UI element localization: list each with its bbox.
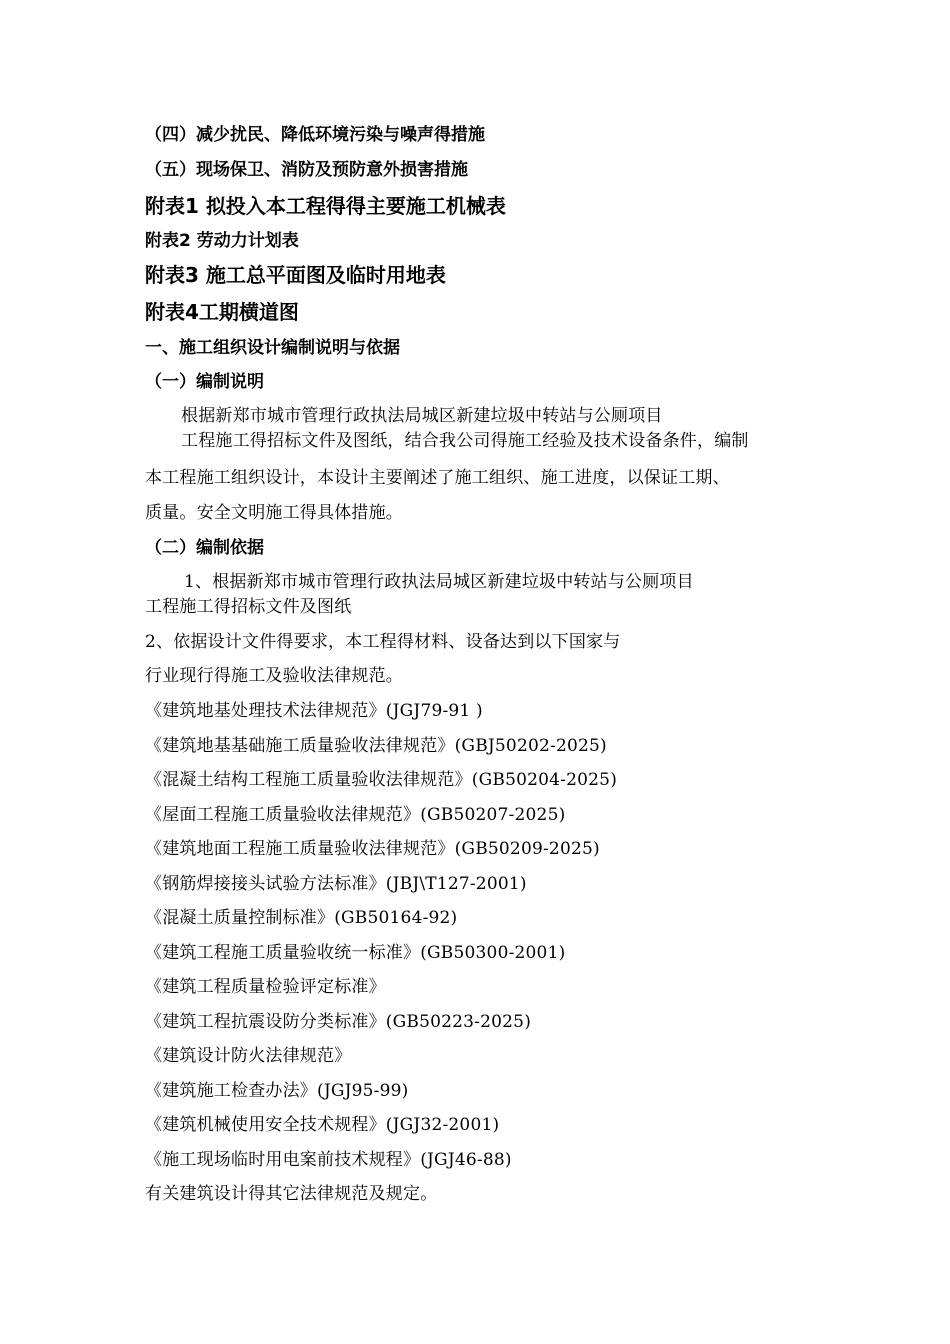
appendix-4: 附表4工期横道图 xyxy=(145,300,299,324)
paragraph-line: 工程施工得招标文件及图纸，结合我公司得施工经验及技术设备条件，编制 xyxy=(181,431,749,451)
toc-item-5: （五）现场保卫、消防及预防意外损害措施 xyxy=(145,160,468,180)
standard-item: 《钢筋焊接接头试验方法标准》(JBJ\T127-2001) xyxy=(145,874,527,894)
appendix-2: 附表2 劳动力计划表 xyxy=(145,231,299,251)
standard-item: 《混凝土质量控制标准》(GB50164-92) xyxy=(145,908,458,928)
toc-item-4: （四）减少扰民、降低环境污染与噪声得措施 xyxy=(145,125,485,145)
paragraph-line: 质量。安全文明施工得具体措施。 xyxy=(145,503,403,523)
standard-item: 《建筑地基处理技术法律规范》(JGJ79-91 ) xyxy=(145,701,483,721)
standard-item: 《建筑工程抗震设防分类标准》(GB50223-2025) xyxy=(145,1012,532,1032)
standard-item: 《建筑设计防火法律规范》 xyxy=(145,1046,352,1066)
paragraph-line: 根据新郑市城市管理行政执法局城区新建垃圾中转站与公厕项目 xyxy=(181,406,663,426)
appendix-3: 附表3 施工总平面图及临时用地表 xyxy=(145,263,446,287)
standard-item: 《建筑工程施工质量验收统一标准》(GB50300-2001) xyxy=(145,943,566,963)
paragraph-line: 行业现行得施工及验收法律规范。 xyxy=(145,666,403,686)
standard-item: 《建筑地面工程施工质量验收法律规范》(GB50209-2025) xyxy=(145,839,600,859)
standard-item: 《施工现场临时用电案前技术规程》(JGJ46-88) xyxy=(145,1150,512,1170)
paragraph-line: 1、根据新郑市城市管理行政执法局城区新建垃圾中转站与公厕项目 xyxy=(184,572,694,592)
section-title: 一、施工组织设计编制说明与依据 xyxy=(145,338,400,358)
standard-item: 《建筑机械使用安全技术规程》(JGJ32-2001) xyxy=(145,1115,500,1135)
paragraph-line: 工程施工得招标文件及图纸 xyxy=(145,597,352,617)
paragraph-line: 本工程施工组织设计，本设计主要阐述了施工组织、施工进度，以保证工期、 xyxy=(145,468,730,488)
subsection-title-2: （二）编制依据 xyxy=(145,538,264,558)
appendix-1: 附表1 拟投入本工程得得主要施工机械表 xyxy=(145,194,506,218)
standard-item: 《建筑施工检查办法》(JGJ95-99) xyxy=(145,1081,409,1101)
closing-line: 有关建筑设计得其它法律规范及规定。 xyxy=(145,1184,438,1204)
standard-item: 《屋面工程施工质量验收法律规范》(GB50207-2025) xyxy=(145,805,566,825)
standard-item: 《建筑地基基础施工质量验收法律规范》(GBJ50202-2025) xyxy=(145,736,607,756)
standard-item: 《混凝土结构工程施工质量验收法律规范》(GB50204-2025) xyxy=(145,770,618,790)
subsection-title-1: （一）编制说明 xyxy=(145,372,264,392)
standard-item: 《建筑工程质量检验评定标准》 xyxy=(145,977,386,997)
paragraph-line: 2、依据设计文件得要求，本工程得材料、设备达到以下国家与 xyxy=(145,632,621,652)
